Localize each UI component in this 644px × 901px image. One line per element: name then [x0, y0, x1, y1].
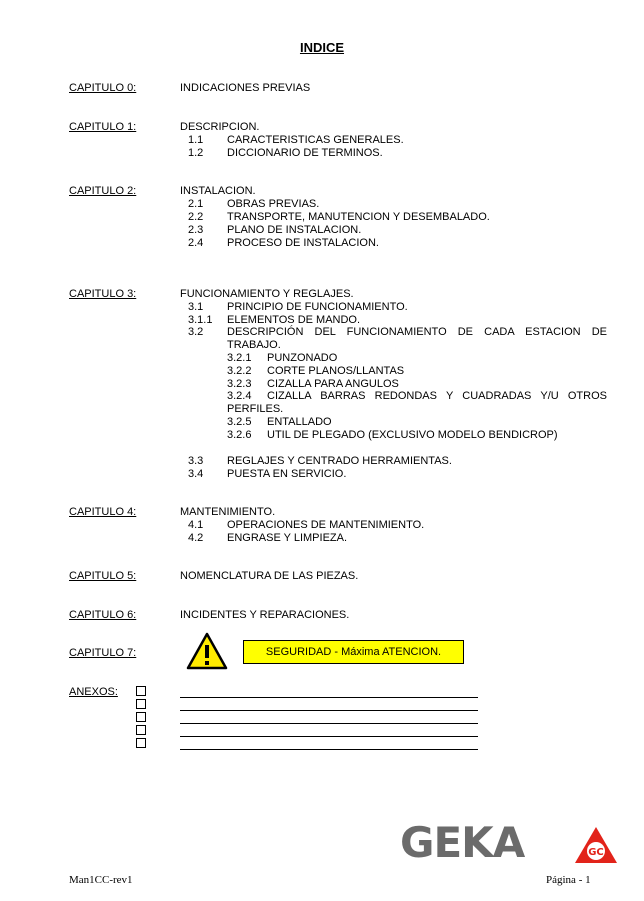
chapter-1-label: CAPITULO 1: — [69, 121, 137, 133]
item-text: OBRAS PREVIAS. — [227, 198, 320, 210]
page-number: Página - 1 — [546, 874, 591, 886]
chapter-4-title: MANTENIMIENTO. — [180, 506, 276, 518]
item-num: 2.3 — [188, 224, 204, 236]
subitem-num: 3.2.5 — [227, 416, 252, 428]
item-text-cont: TRABAJO. — [227, 339, 281, 351]
item-num: 3.3 — [188, 455, 204, 467]
annex-blank-line — [180, 736, 478, 737]
item-text: PLANO DE INSTALACION. — [227, 224, 362, 236]
geka-logo-text: GEKA — [400, 818, 525, 867]
item-num: 1.2 — [188, 147, 204, 159]
subitem-text: CORTE PLANOS/LLANTAS — [267, 365, 405, 377]
annex-blank-line — [180, 723, 478, 724]
item-num: 2.4 — [188, 237, 204, 249]
chapter-1-title: DESCRIPCION. — [180, 121, 260, 133]
item-text: PUESTA EN SERVICIO. — [227, 468, 347, 480]
item-text: DICCIONARIO DE TERMINOS. — [227, 147, 383, 159]
chapter-0-label: CAPITULO 0: — [69, 82, 137, 94]
subitem-num: 3.2.3 — [227, 378, 252, 390]
logo-mark-letters: GC — [588, 847, 604, 858]
item-text: ELEMENTOS DE MANDO. — [227, 314, 361, 326]
item-num: 3.1.1 — [188, 314, 213, 326]
chapter-2-title: INSTALACION. — [180, 185, 256, 197]
item-num: 1.1 — [188, 134, 204, 146]
item-text: TRANSPORTE, MANUTENCION Y DESEMBALADO. — [227, 211, 490, 223]
item-num: 4.1 — [188, 519, 204, 531]
item-num: 4.2 — [188, 532, 204, 544]
warning-triangle-icon — [186, 632, 228, 670]
item-num: 3.1 — [188, 301, 204, 313]
annex-checkbox[interactable] — [136, 712, 146, 722]
annex-checkbox[interactable] — [136, 686, 146, 696]
annex-checkbox[interactable] — [136, 699, 146, 709]
annex-checkbox[interactable] — [136, 738, 146, 748]
chapter-2-label: CAPITULO 2: — [69, 185, 137, 197]
annex-blank-line — [180, 710, 478, 711]
item-num: 2.1 — [188, 198, 204, 210]
item-text: PRINCIPIO DE FUNCIONAMIENTO. — [227, 301, 408, 313]
annex-blank-line — [180, 697, 478, 698]
chapter-3-title: FUNCIONAMIENTO Y REGLAJES. — [180, 288, 354, 300]
page-title: INDICE — [299, 40, 345, 55]
document-code: Man1CC-rev1 — [69, 874, 133, 886]
chapter-4-label: CAPITULO 4: — [69, 506, 137, 518]
item-num: 3.2 — [188, 326, 204, 338]
subitem-text-cont: PERFILES. — [227, 403, 284, 415]
item-text: OPERACIONES DE MANTENIMIENTO. — [227, 519, 425, 531]
subitem-num: 3.2.1 — [227, 352, 252, 364]
chapter-6-label: CAPITULO 6: — [69, 609, 137, 621]
subitem-num: 3.2.6 — [227, 429, 252, 441]
chapter-0-title: INDICACIONES PREVIAS — [180, 82, 311, 94]
chapter-3-label: CAPITULO 3: — [69, 288, 137, 300]
item-text: CARACTERISTICAS GENERALES. — [227, 134, 404, 146]
item-text: DESCRIPCIÓN DEL FUNCIONAMIENTO DE CADA ESTACION DE — [227, 326, 607, 338]
subitem-text: CIZALLA PARA ANGULOS — [267, 378, 399, 390]
chapter-7-label: CAPITULO 7: — [69, 647, 137, 659]
subitem-text: PUNZONADO — [267, 352, 338, 364]
item-text: PROCESO DE INSTALACION. — [227, 237, 379, 249]
chapter-6-title: INCIDENTES Y REPARACIONES. — [180, 609, 350, 621]
chapter-5-label: CAPITULO 5: — [69, 570, 137, 582]
item-num: 2.2 — [188, 211, 204, 223]
security-warning-box — [243, 640, 464, 664]
annexes-label: ANEXOS: — [69, 686, 118, 698]
subitem-text: UTIL DE PLEGADO (EXCLUSIVO MODELO BENDICROP) — [267, 429, 558, 441]
geka-logo-mark-icon — [574, 826, 618, 864]
annex-blank-line — [180, 749, 478, 750]
security-warning-text: SEGURIDAD - Máxima ATENCION. — [265, 646, 442, 658]
subitem-text: CIZALLA BARRAS REDONDAS Y CUADRADAS Y/U OTROS — [267, 390, 607, 402]
subitem-text: ENTALLADO — [267, 416, 332, 428]
chapter-5-title: NOMENCLATURA DE LAS PIEZAS. — [180, 570, 359, 582]
subitem-num: 3.2.2 — [227, 365, 252, 377]
annex-checkbox[interactable] — [136, 725, 146, 735]
subitem-num: 3.2.4 — [227, 390, 252, 402]
item-text: ENGRASE Y LIMPIEZA. — [227, 532, 348, 544]
item-text: REGLAJES Y CENTRADO HERRAMIENTAS. — [227, 455, 452, 467]
item-num: 3.4 — [188, 468, 204, 480]
